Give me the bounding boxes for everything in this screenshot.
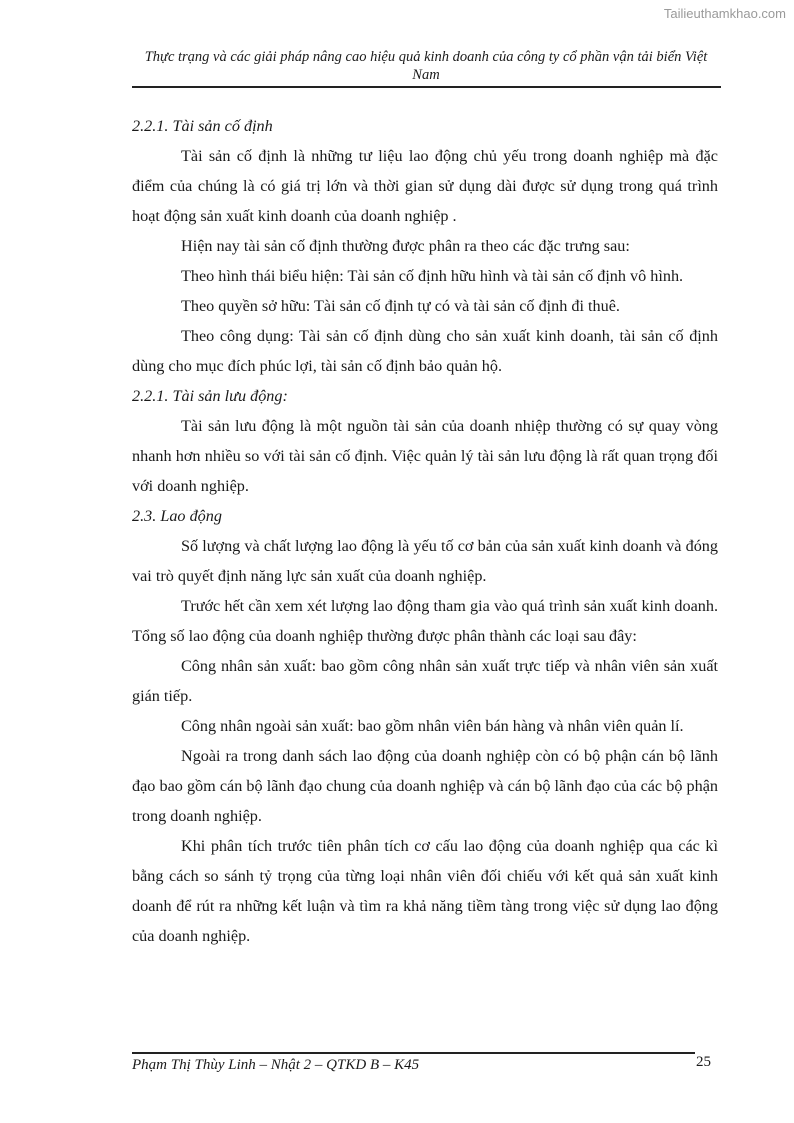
watermark: Tailieuthamkhao.com bbox=[663, 6, 786, 21]
paragraph: Tài sản cố định là những tư liệu lao động chủ yếu trong doanh nghiệp mà đặc điểm của chúng là có giá trị lớn và thời gian sử dụng dài được sử dụng trong quá trình hoạt động sản xuất kinh doanh của doanh nghiệp . bbox=[132, 147, 718, 225]
paragraph: Trước hết cần xem xét lượng lao động tham gia vào quá trình sản xuất kinh doanh. Tổng số lao động của doanh nghiệp thường được phân thành các loại sau đây: bbox=[132, 597, 718, 645]
paragraph: Theo công dụng: Tài sản cố định dùng cho sản xuất kinh doanh, tài sản cố định dùng cho mục đích phúc lợi, tài sản cố định bảo quản hộ. bbox=[132, 327, 718, 375]
section-heading-labor: 2.3. Lao động bbox=[132, 507, 222, 525]
footer-divider bbox=[132, 1052, 695, 1054]
paragraph: Số lượng và chất lượng lao động là yếu tố cơ bản của sản xuất kinh doanh và đóng vai trò quyết định năng lực sản xuất của doanh nghiệp. bbox=[132, 537, 718, 585]
paragraph: Tài sản lưu động là một nguồn tài sản của doanh nhiệp thường có sự quay vòng nhanh hơn nhiều so với tài sản cố định. Việc quản lý tài sản lưu động là rất quan trọng đối với doanh nghiệp. bbox=[132, 417, 718, 495]
section-heading-current-assets: 2.2.1. Tài sản lưu động: bbox=[132, 387, 288, 405]
paragraph: Theo hình thái biểu hiện: Tài sản cố định hữu hình và tài sản cố định vô hình. bbox=[181, 267, 684, 285]
paragraph: Công nhân sản xuất: bao gồm công nhân sản xuất trực tiếp và nhân viên sản xuất gián tiếp. bbox=[132, 657, 718, 705]
document-body bbox=[132, 111, 718, 951]
footer-author: Phạm Thị Thùy Linh – Nhật 2 – QTKD B – K45 bbox=[132, 1057, 420, 1073]
page-header-title: Thực trạng và các giải pháp nâng cao hiệu quả kinh doanh của công ty cổ phần vận tải biển Việt Nam bbox=[144, 49, 708, 83]
paragraph: Công nhân ngoài sản xuất: bao gồm nhân viên bán hàng và nhân viên quản lí. bbox=[181, 717, 684, 735]
page-number: 25 bbox=[696, 1054, 711, 1070]
paragraph: Khi phân tích trước tiên phân tích cơ cấu lao động của doanh nghiệp qua các kì bằng cách so sánh tỷ trọng của từng loại nhân viên đối chiếu với kết quả sản xuất kinh doanh để rút ra những kết luận và tìm ra khả năng tiềm tàng trong việc sử dụng lao động của doanh nghiệp. bbox=[132, 837, 718, 945]
paragraph: Theo quyền sở hữu: Tài sản cố định tự có và tài sản cố định đi thuê. bbox=[181, 297, 620, 315]
paragraph: Hiện nay tài sản cố định thường được phân ra theo các đặc trưng sau: bbox=[181, 237, 630, 255]
section-heading-fixed-assets: 2.2.1. Tài sản cố định bbox=[132, 117, 273, 135]
paragraph: Ngoài ra trong danh sách lao động của doanh nghiệp còn có bộ phận cán bộ lãnh đạo bao gồm cán bộ lãnh đạo chung của doanh nghiệp và cán bộ lãnh đạo của các bộ phận trong doanh nghiệp. bbox=[132, 747, 718, 825]
header-divider bbox=[132, 86, 721, 88]
